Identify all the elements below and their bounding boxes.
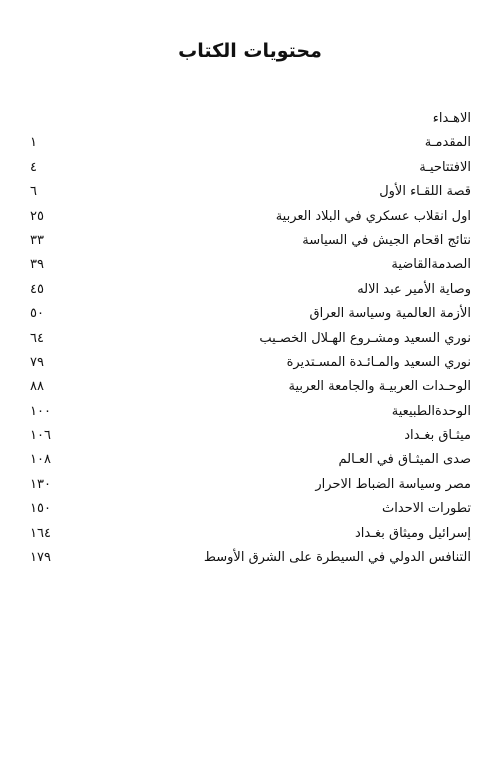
toc-entry-title: الافتتاحيـة: [419, 159, 471, 175]
toc-entry-page-number: ١٠٨: [30, 452, 51, 468]
toc-entry: [30, 448, 471, 472]
toc-entry-page-number: ١٦٤: [30, 525, 51, 541]
toc-entry-page-number: ١٠٠: [30, 403, 51, 419]
toc-entry: [30, 156, 471, 180]
toc-entry-title: ميثـاق بغـداد: [404, 428, 471, 444]
toc-entry-title: الوحـدات العربيـة والجامعة العربية: [288, 379, 471, 395]
toc-entry: [30, 302, 471, 326]
toc-entry-title: الأزمة العالمية وسياسة العراق: [309, 306, 471, 322]
toc-entry-page-number: ٢٥: [30, 208, 44, 224]
toc-entry-title: وصاية الأمير عبد الاله: [357, 281, 471, 297]
toc-entry-title: إسرائيل وميثاق بغـداد: [355, 525, 471, 541]
toc-entry-page-number: ١٣٠: [30, 476, 51, 492]
toc-entry-title: صدى الميثـاق في العـالم: [338, 452, 471, 468]
toc-entry-page-number: ١: [30, 135, 37, 151]
table-of-contents: [30, 107, 471, 570]
toc-entry-title: نتائج اقحام الجيش في السياسة: [302, 232, 471, 248]
toc-entry: [30, 229, 471, 253]
toc-entry-page-number: ٤٥: [30, 281, 44, 297]
toc-entry-page-number: ١٥٠: [30, 501, 51, 517]
toc-entry: [30, 253, 471, 277]
toc-entry-title: قصة اللقـاء الأول: [379, 184, 471, 200]
toc-entry-title: اول انقلاب عسكري في البلاد العربية: [275, 208, 471, 224]
toc-entry: [30, 327, 471, 351]
toc-entry-page-number: ٤: [30, 159, 37, 175]
toc-entry-title: الاهـداء: [432, 111, 471, 126]
toc-entry: [30, 546, 471, 570]
toc-entry: [30, 400, 471, 424]
toc-entry-page-number: ١٠٦: [30, 428, 51, 444]
toc-entry: [30, 497, 471, 521]
toc-entry: [30, 278, 471, 302]
toc-entry: [30, 375, 471, 399]
toc-entry: [30, 107, 471, 131]
toc-entry-title: مصر وسياسة الضباط الاحرار: [315, 476, 471, 492]
toc-entry-page-number: ٧٩: [30, 354, 44, 370]
toc-entry-page-number: ٦: [30, 184, 37, 200]
toc-entry: [30, 424, 471, 448]
toc-entry-title: التنافس الدولي في السيطرة على الشرق الأوسط: [203, 550, 471, 566]
toc-entry-title: تطورات الاحداث: [382, 501, 471, 517]
toc-entry: [30, 351, 471, 375]
toc-entry-title: نوري السعيد والمـائـدة المسـتديرة: [286, 354, 471, 370]
toc-entry: [30, 131, 471, 155]
toc-entry-page-number: ٣٩: [30, 257, 44, 273]
toc-entry-page-number: ٣٣: [30, 232, 44, 248]
toc-entry: [30, 473, 471, 497]
toc-entry-title: نوري السعيد ومشـروع الهـلال الخصـيب: [259, 330, 471, 346]
toc-entry-page-number: ٦٤: [30, 330, 44, 346]
toc-entry-page-number: ١٧٩: [30, 550, 51, 566]
page-title: محتويات الكتاب: [178, 40, 322, 62]
toc-entry-title: الصدمةالقاضية: [391, 257, 471, 273]
toc-entry: [30, 205, 471, 229]
toc-entry-page-number: ٥٠: [30, 306, 44, 322]
toc-entry-page-number: ٨٨: [30, 379, 44, 395]
toc-entry: [30, 522, 471, 546]
toc-entry-title: الوحدةالطبيعية: [391, 403, 471, 419]
toc-entry-title: المقدمـة: [424, 135, 471, 151]
toc-entry: [30, 180, 471, 204]
